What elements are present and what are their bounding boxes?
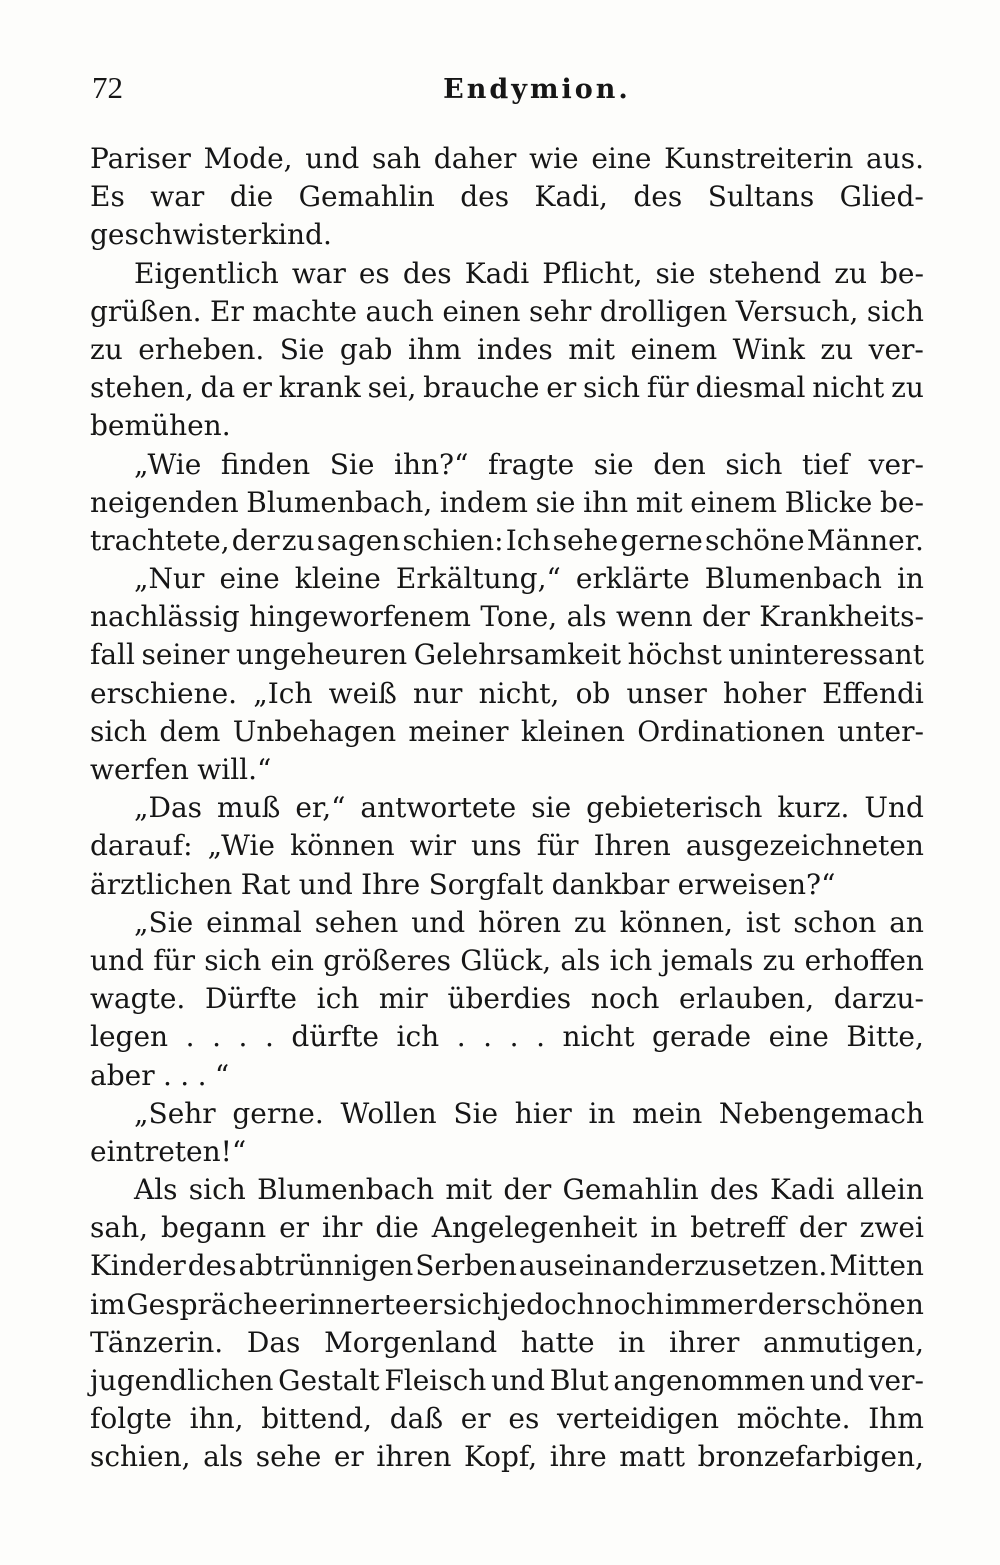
text-line: jugendlichen Gestalt Fleisch und Blut angenommen und ver- bbox=[90, 1364, 924, 1397]
text-line: zu erheben. Sie gab ihm indes mit einem Wink zu ver- bbox=[90, 332, 924, 366]
text-line: im Gespräche erinnerte er sich jedoch noch immer der schönen bbox=[90, 1287, 924, 1321]
text-line: schien, als sehe er ihren Kopf, ihre matt bronzefarbigen, bbox=[90, 1440, 924, 1474]
running-head: Endymion. bbox=[443, 74, 631, 105]
text-line: Tänzerin. Das Morgenland hatte in ihrer anmutigen, bbox=[90, 1325, 924, 1359]
text-line: nachlässig hingeworfenem Tone, als wenn der Krankheits- bbox=[90, 600, 924, 634]
text-line: und für sich ein größeres Glück, als ich jemals zu erhoffen bbox=[90, 943, 924, 977]
text-line: trachtete, der zu sagen schien: Ich sehe gerne schöne Männer. bbox=[90, 523, 924, 557]
text-line: sah, begann er ihr die Angelegenheit in betreff der zwei bbox=[90, 1211, 924, 1245]
text-line: „Wie finden Sie ihn?“ fragte sie den sich tief ver- bbox=[134, 447, 924, 481]
text-line: grüßen. Er machte auch einen sehr drolligen Versuch, sich bbox=[90, 294, 924, 328]
text-line: sich dem Unbehagen meiner kleinen Ordinationen unter- bbox=[90, 714, 924, 748]
text-line: erschiene. „Ich weiß nur nicht, ob unser hoher Effendi bbox=[90, 676, 924, 710]
text-line: bemühen. bbox=[90, 409, 231, 443]
text-line: legen . . . . dürfte ich . . . . nicht gerade eine Bitte, bbox=[90, 1020, 924, 1054]
text-line: Pariser Mode, und sah daher wie eine Kunstreiterin aus. bbox=[90, 142, 924, 175]
text-line: wagte. Dürfte ich mir überdies noch erlauben, darzu- bbox=[90, 982, 924, 1016]
page-number: 72 bbox=[92, 70, 123, 105]
text-line: Als sich Blumenbach mit der Gemahlin des Kadi allein bbox=[134, 1173, 924, 1207]
text-line: fall seiner ungeheuren Gelehrsamkeit höchst uninteressant bbox=[90, 638, 924, 672]
text-line: neigenden Blumenbach, indem sie ihn mit einem Blicke be- bbox=[90, 485, 924, 519]
text-line: darauf: „Wie können wir uns für Ihren ausgezeichneten bbox=[90, 829, 924, 863]
text-line: werfen will.“ bbox=[90, 753, 272, 786]
body-text bbox=[90, 140, 924, 1477]
text-line: Eigentlich war es des Kadi Pflicht, sie stehend zu be- bbox=[134, 256, 924, 290]
text-line: ärztlichen Rat und Ihre Sorgfalt dankbar erweisen?“ bbox=[90, 867, 836, 901]
page-header bbox=[92, 70, 922, 120]
text-line: Es war die Gemahlin des Kadi, des Sultans Glied- bbox=[90, 180, 924, 214]
text-line: „Das muß er,“ antwortete sie gebieterisch kurz. Und bbox=[134, 791, 924, 825]
text-line: „Sie einmal sehen und hören zu können, ist schon an bbox=[134, 905, 924, 939]
text-line: Kinder des abtrünnigen Serben auseinanderzusetzen. Mitten bbox=[90, 1249, 924, 1283]
text-line: stehen, da er krank sei, brauche er sich für diesmal nicht zu bbox=[90, 371, 924, 405]
text-line: aber . . . “ bbox=[90, 1058, 230, 1092]
text-line: geschwisterkind. bbox=[90, 218, 332, 252]
text-line: „Nur eine kleine Erkältung,“ erklärte Blumenbach in bbox=[134, 562, 924, 596]
text-line: eintreten!“ bbox=[90, 1134, 247, 1168]
text-line: „Sehr gerne. Wollen Sie hier in mein Nebengemach bbox=[134, 1096, 924, 1130]
text-line: folgte ihn, bittend, daß er es verteidigen möchte. Ihm bbox=[90, 1402, 924, 1436]
